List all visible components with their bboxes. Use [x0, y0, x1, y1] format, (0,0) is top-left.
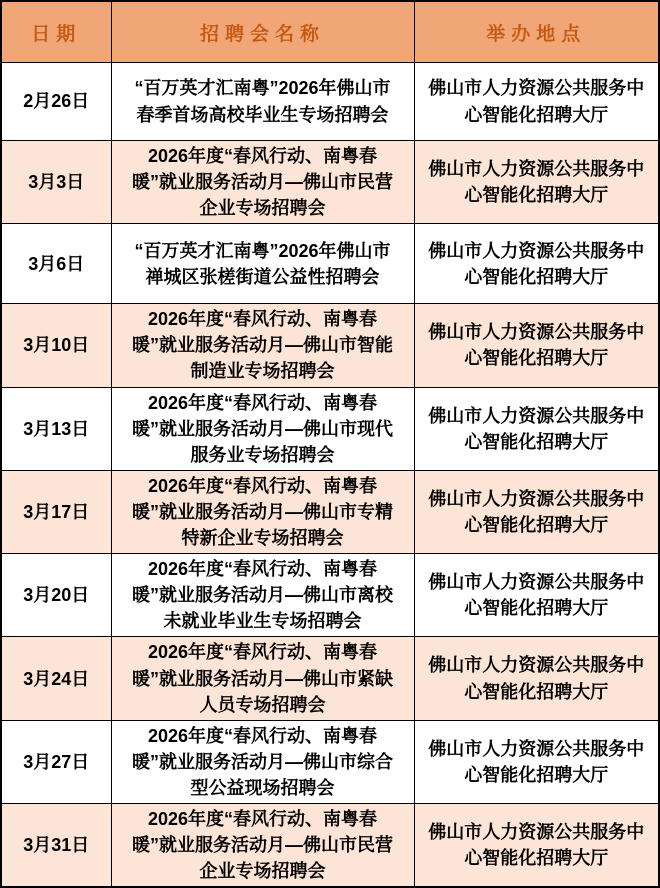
date-cell: 3月10日 — [1, 304, 111, 387]
name-cell: “百万英才汇南粤”2026年佛山市禅城区张槎街道公益性招聘会 — [111, 224, 414, 304]
date-cell: 3月27日 — [1, 720, 111, 803]
table-row — [1, 387, 659, 470]
name-cell: 2026年度“春风行动、南粤春暖”就业服务活动月—佛山市离校未就业毕业生专场招聘会 — [111, 554, 414, 637]
venue-cell: 佛山市人力资源公共服务中心智能化招聘大厅 — [414, 141, 659, 224]
venue-cell: 佛山市人力资源公共服务中心智能化招聘大厅 — [414, 304, 659, 387]
table-row — [1, 803, 659, 887]
name-cell: 2026年度“春风行动、南粤春暖”就业服务活动月—佛山市民营企业专场招聘会 — [111, 803, 414, 887]
date-cell: 3月6日 — [1, 224, 111, 304]
column-header-name: 招聘会名称 — [111, 1, 414, 63]
date-cell: 3月13日 — [1, 387, 111, 470]
table-row — [1, 63, 659, 141]
name-cell: 2026年度“春风行动、南粤春暖”就业服务活动月—佛山市紧缺人员专场招聘会 — [111, 637, 414, 720]
table-row — [1, 141, 659, 224]
venue-cell: 佛山市人力资源公共服务中心智能化招聘大厅 — [414, 387, 659, 470]
name-cell: 2026年度“春风行动、南粤春暖”就业服务活动月—佛山市现代服务业专场招聘会 — [111, 387, 414, 470]
table-row — [1, 224, 659, 304]
name-cell: “百万英才汇南粤”2026年佛山市春季首场高校毕业生专场招聘会 — [111, 63, 414, 141]
table-header-row — [1, 1, 659, 63]
name-cell: 2026年度“春风行动、南粤春暖”就业服务活动月—佛山市民营企业专场招聘会 — [111, 141, 414, 224]
venue-cell: 佛山市人力资源公共服务中心智能化招聘大厅 — [414, 63, 659, 141]
name-cell: 2026年度“春风行动、南粤春暖”就业服务活动月—佛山市专精特新企业专场招聘会 — [111, 470, 414, 553]
name-cell: 2026年度“春风行动、南粤春暖”就业服务活动月—佛山市智能制造业专场招聘会 — [111, 304, 414, 387]
column-header-venue: 举办地点 — [414, 1, 659, 63]
venue-cell: 佛山市人力资源公共服务中心智能化招聘大厅 — [414, 224, 659, 304]
venue-cell: 佛山市人力资源公共服务中心智能化招聘大厅 — [414, 803, 659, 887]
venue-cell: 佛山市人力资源公共服务中心智能化招聘大厅 — [414, 637, 659, 720]
name-cell: 2026年度“春风行动、南粤春暖”就业服务活动月—佛山市综合型公益现场招聘会 — [111, 720, 414, 803]
date-cell: 2月26日 — [1, 63, 111, 141]
date-cell: 3月24日 — [1, 637, 111, 720]
date-cell: 3月3日 — [1, 141, 111, 224]
table-row — [1, 470, 659, 553]
column-header-date: 日期 — [1, 1, 111, 63]
venue-cell: 佛山市人力资源公共服务中心智能化招聘大厅 — [414, 470, 659, 553]
table-row — [1, 554, 659, 637]
date-cell: 3月17日 — [1, 470, 111, 553]
table-row — [1, 637, 659, 720]
venue-cell: 佛山市人力资源公共服务中心智能化招聘大厅 — [414, 720, 659, 803]
table-row — [1, 720, 659, 803]
venue-cell: 佛山市人力资源公共服务中心智能化招聘大厅 — [414, 554, 659, 637]
table-row — [1, 304, 659, 387]
date-cell: 3月31日 — [1, 803, 111, 887]
date-cell: 3月20日 — [1, 554, 111, 637]
